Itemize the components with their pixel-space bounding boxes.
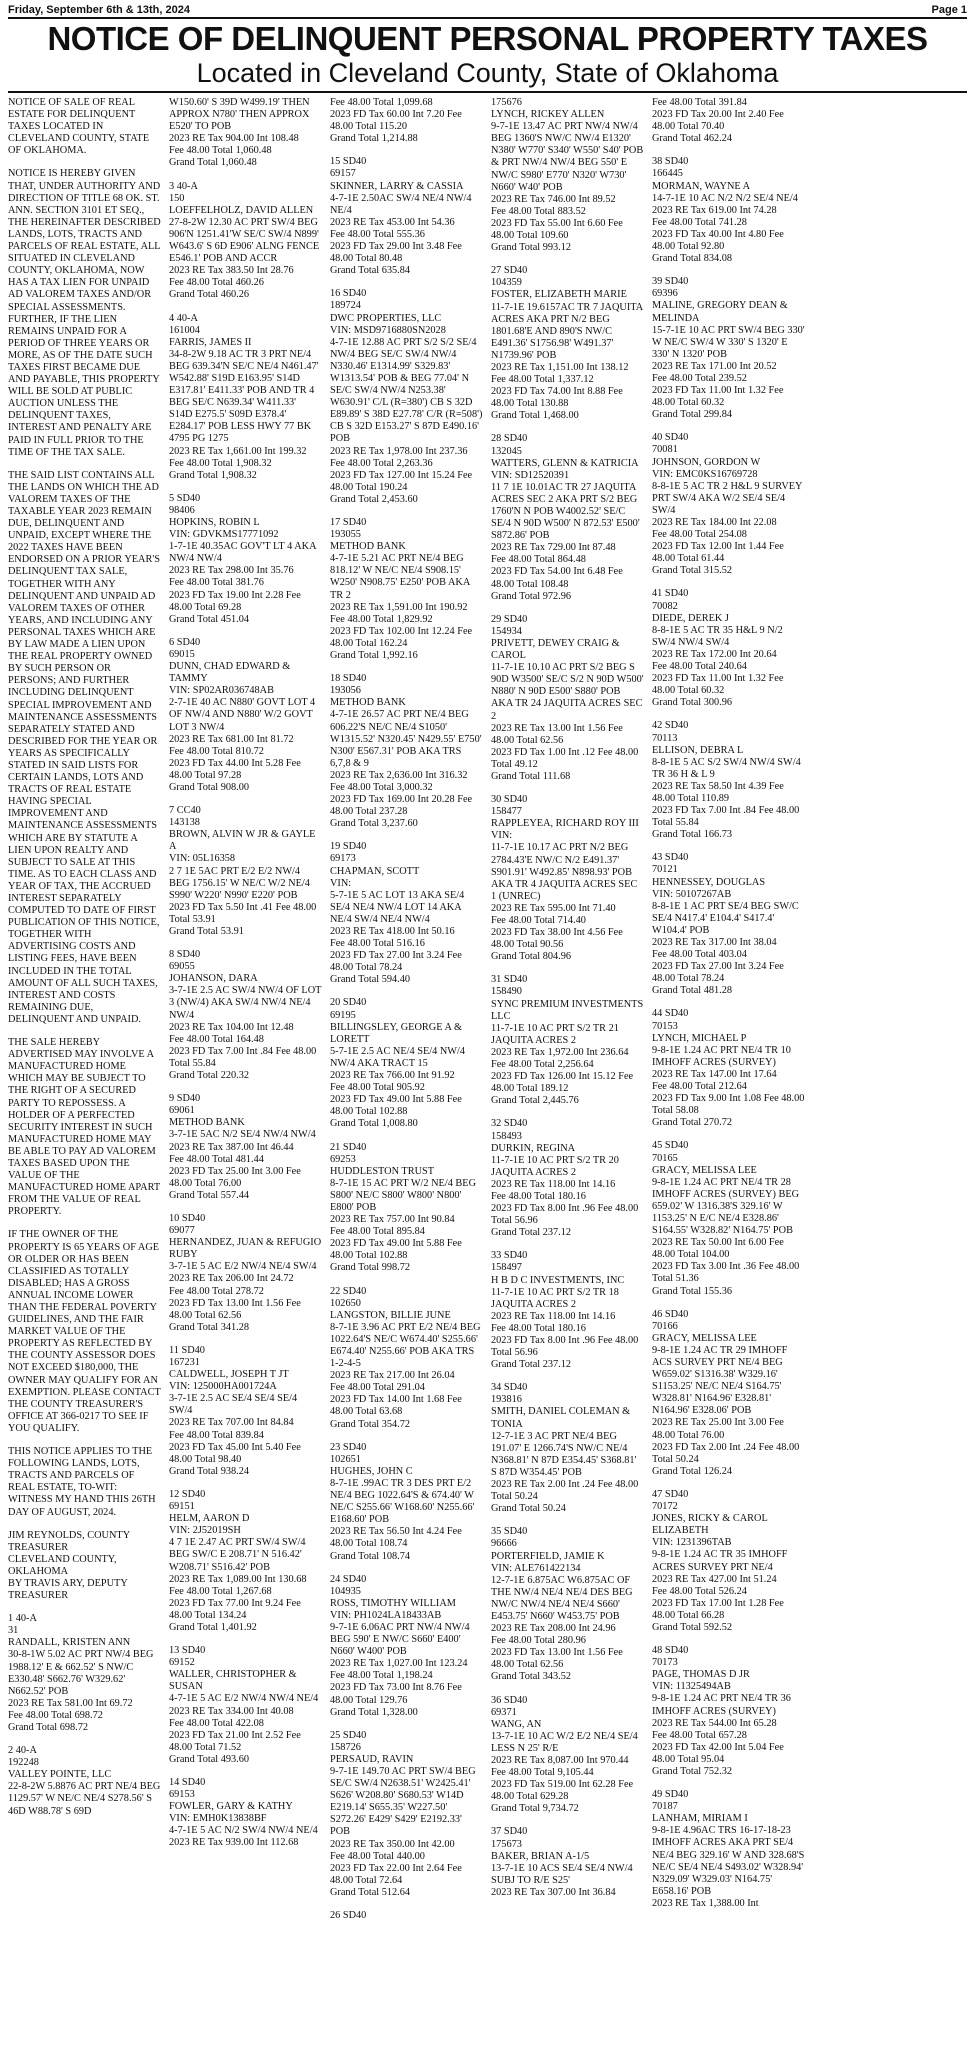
notice-paragraph: 14 SD40 69153 FOWLER, GARY & KATHY VIN: EMH0K13838BF 4-7-1E 5 AC N/2 SW/4 NW/4 NE/4 2023 RE Tax 939.00 Int 112.68 [169, 1777, 318, 1849]
notice-paragraph: 175676 LYNCH, RICKEY ALLEN 9-7-1E 13.47 AC PRT NW/4 NW/4 BEG 1360'S NW/C NW/4 E1320' N380' W770' S340' W550' S40' POB & PRT NW/4 NW/4 BEG 550' E NW/C S980' E770' N320' W730' N660' W40' POB 2023 RE Tax 746.00 Int 89.52 Fee 48.00 Total 883.52 2023 FD Tax 55.00 Int 6.60 Fee 48.00 Total 109.60 Grand Total 993.12 [491, 97, 644, 254]
notice-paragraph: THIS NOTICE APPLIES TO THE FOLLOWING LANDS, LOTS, TRACTS AND PARCELS OF REAL ESTATE, TO-WIT: WITNESS MY HAND THIS 26TH DAY OF AUGUST, 2024. [8, 1446, 156, 1518]
notice-paragraph: 10 SD40 69077 HERNANDEZ, JUAN & REFUGIO RUBY 3-7-1E 5 AC E/2 NW/4 NE/4 SW/4 2023 RE Tax 206.00 Int 24.72 Fee 48.00 Total 278.72 2023 FD Tax 13.00 Int 1.56 Fee 48.00 Total 62.56 Grand Total 341.28 [169, 1212, 322, 1333]
notice-paragraph: 11 SD40 167231 CALDWELL, JOSEPH T JT VIN: 125000HA001724A 3-7-1E 2.5 AC SE/4 SE/4 SE/4 SW/4 2023 RE Tax 707.00 Int 84.84 Fee 48.00 Total 839.84 2023 FD Tax 45.00 Int 5.40 Fee 48.00 Total 98.40 Grand Total 938.24 [169, 1344, 301, 1477]
notice-paragraph: 22 SD40 102650 LANGSTON, BILLIE JUNE 8-7-1E 3.96 AC PRT E/2 NE/4 BEG 1022.64'S NE/C W674.40' S255.66' E674.40' N255.66' POB AKA TRS 1-2-4-5 2023 RE Tax 217.00 Int 26.04 Fee 48.00 Total 291.04 2023 FD Tax 14.00 Int 1.68 Fee 48.00 Total 63.68 Grand Total 354.72 [330, 1285, 481, 1430]
notice-paragraph: 13 SD40 69152 WALLER, CHRISTOPHER & SUSAN 4-7-1E 5 AC E/2 NW/4 NW/4 NE/4 2023 RE Tax 334.00 Int 40.08 Fee 48.00 Total 422.08 2023 FD Tax 21.00 Int 2.52 Fee 48.00 Total 71.52 Grand Total 493.60 [169, 1645, 319, 1765]
column-1 [8, 97, 161, 2043]
header-rule [8, 17, 967, 19]
notice-paragraph: 3 40-A 150 LOEFFELHOLZ, DAVID ALLEN 27-8-2W 12.30 AC PRT SW/4 BEG 906'N 1251.41'W SE/C SW/4 N899' W643.6' S 6D E906' ALNG FENCE E546.1' POB AND ACCR 2023 RE Tax 383.50 Int 28.76 Fee 48.00 Total 460.26 Grand Total 460.26 [169, 180, 320, 301]
notice-paragraph: 12 SD40 69151 HELM, AARON D VIN: 2J52019SH 4 7 1E 2.47 AC PRT SW/4 SW/4 BEG SW/C E 208.71' N 516.42' W208.71' S516.42' POB 2023 RE Tax 1,089.00 Int 130.68 Fee 48.00 Total 1,267.68 2023 FD Tax 77.00 Int 9.24 Fee 48.00 Total 134.24 Grand Total 1,401.92 [169, 1488, 307, 1633]
notice-paragraph: 43 SD40 70121 HENNESSEY, DOUGLAS VIN: 50107267AB 8-8-1E 1 AC PRT SE/4 BEG SW/C SE/4 N417.4' E104.4' S417.4' W104.4' POB 2023 RE Tax 317.00 Int 38.04 Fee 48.00 Total 403.04 2023 FD Tax 27.00 Int 3.24 Fee 48.00 Total 78.24 Grand Total 481.28 [652, 852, 799, 997]
notice-paragraph: 29 SD40 154934 PRIVETT, DEWEY CRAIG & CAROL 11-7-1E 10.10 AC PRT S/2 BEG S 90D W3500' SE/C S/2 N 90D W500' N880' N 90D E500' S880' POB AKA TR 24 JAQUITA ACRES SEC 2 2023 RE Tax 13.00 Int 1.56 Fee 48.00 Total 62.56 2023 FD Tax 1.00 Int .12 Fee 48.00 Total 49.12 Grand Total 111.68 [491, 613, 644, 782]
notice-paragraph: 16 SD40 189724 DWC PROPERTIES, LLC VIN: MSD9716880SN2028 4-7-1E 12.88 AC PRT S/2 S/2 SE/4 NW/4 BEG SE/C SW/4 NW/4 N330.46' E1314.99' S329.83' W1313.54' POB & BEG 77.04' N SE/C SW/4 NW/4 N253.38' W630.91' C/L (R=380') CB S 32D E89.89' S 38D E27.78' C/R (R=508') CB S 32D E153.27' S 87D E490.16' POB 2023 RE Tax 1,978.00 Int 237.36 Fee 48.00 Total 2,263.36 2023 FD Tax 127.00 Int 15.24 Fee 48.00 Total 190.24 Grand Total 2,453.60 [330, 288, 483, 505]
notice-paragraph: 23 SD40 102651 HUGHES, JOHN C 8-7-1E .99AC TR 3 DES PRT E/2 NE/4 BEG 1022.64'S & 674.40' W NE/C S255.66' W168.60' N255.66' E168.60' POB 2023 RE Tax 56.50 Int 4.24 Fee 48.00 Total 108.74 Grand Total 108.74 [330, 1441, 475, 1562]
notice-paragraph: 35 SD40 96666 PORTERFIELD, JAMIE K VIN: ALE761422134 12-7-1E 6.875AC W6.875AC OF THE NW/4 NE/4 NE/4 DES BEG NW/C NW/4 NE/4 NE/4 S660' E453.75' N660' W453.75' POB 2023 RE Tax 208.00 Int 24.96 Fee 48.00 Total 280.96 2023 FD Tax 13.00 Int 1.56 Fee 48.00 Total 62.56 Grand Total 343.52 [491, 1526, 633, 1683]
notice-paragraph: 38 SD40 166445 MORMAN, WAYNE A 14-7-1E 10 AC N/2 N/2 SE/4 NE/4 2023 RE Tax 619.00 Int 74.28 Fee 48.00 Total 741.28 2023 FD Tax 40.00 Int 4.80 Fee 48.00 Total 92.80 Grand Total 834.08 [652, 156, 798, 265]
notice-paragraph: 1 40-A 31 RANDALL, KRISTEN ANN 30-8-1W 5.02 AC PRT NW/4 BEG 1988.12' E & 662.52' S NW/C E330.48' S662.76' W329.62' N662.52' POB 2023 RE Tax 581.00 Int 69.72 Fee 48.00 Total 698.72 Grand Total 698.72 [8, 1613, 154, 1733]
notice-paragraph: 26 SD40 [330, 1910, 367, 1922]
column-3 [330, 97, 483, 2043]
notice-paragraph: 9 SD40 69061 METHOD BANK 3-7-1E 5AC N/2 SE/4 NW/4 NW/4 2023 RE Tax 387.00 Int 46.44 Fee 48.00 Total 481.44 2023 FD Tax 25.00 Int 3.00 Fee 48.00 Total 76.00 Grand Total 557.44 [169, 1093, 316, 1201]
notice-paragraph: THE SAID LIST CONTAINS ALL THE LANDS ON WHICH THE AD VALOREM TAXES OF THE TAXABLE YEAR 2023 REMAIN DUE, DELINQUENT AND UNPAID, EXCEPT WHERE THE 2022 TAXES HAVE BEEN ENDORSED ON A PRIOR YEAR'S DELINQUENT TAX SALE, TOGETHER WITH ANY DELINQUENT AND UNPAID AD VALOREM TAXES OF OTHER YEARS, AND INCLUDING ANY PERSONAL TAXES WHICH ARE BY LAW MADE A LIEN UPON THE REAL PROPERTY OWNED BY SUCH PERSON OR PERSONS; AND FURTHER INCLUDING DELINQUENT SPECIAL IMPROVEMENT AND MAINTENANCE ASSESSMENTS SEPARATELY STATED AND DESCRIBED FOR THE YEAR OR YEARS AS SPECIFICALLY STATED IN SAID LISTS FOR CERTAIN LANDS, LOTS AND TRACTS OF REAL ESTATE HAVING SPECIAL IMPROVEMENT AND MAINTENANCE ASSESSMENTS WHICH ARE BY STATUTE A LIEN UPON REALTY AND SUBJECT TO SALE AT THIS TIME. AS TO EACH CLASS AND YEAR OF TAX, THE ACCRUED INTEREST SEPARATELY COMPUTED TO DATE OF FIRST PUBLICATION OF THIS NOTICE, TOGETHER WITH ADVERTISING COSTS AND LISTING FEES, HAVE BEEN INCLUDED IN THE TOTAL AMOUNT OF ALL SUCH TAXES, INTEREST AND COSTS REMAINING DUE, DELINQUENT AND UNPAID. [8, 469, 160, 1025]
subhead-rule [8, 91, 967, 93]
notice-paragraph: 32 SD40 158493 DURKIN, REGINA 11-7-1E 10 AC PRT S/2 TR 20 JAQUITA ACRES 2 2023 RE Tax 118.00 Int 14.16 Fee 48.00 Total 180.16 2023 FD Tax 8.00 Int .96 Fee 48.00 Total 56.96 Grand Total 237.12 [491, 1118, 639, 1239]
notice-paragraph: Fee 48.00 Total 391.84 2023 FD Tax 20.00 Int 2.40 Fee 48.00 Total 70.40 Grand Total 462.24 [652, 97, 784, 145]
notice-paragraph: NOTICE IS HEREBY GIVEN THAT, UNDER AUTHORITY AND DIRECTION OF TITLE 68 OK. ST. ANN. SECTION 3101 ET SEQ., THE HEREINAFTER DESCRIBED LANDS, LOTS, TRACTS AND PARCELS OF REAL ESTATE, ALL SITUATED IN CLEVELAND COUNTY, OKLAHOMA, NOW HAS A TAX LIEN FOR UNPAID AD VALOREM TAXES AND/OR SPECIAL ASSESSMENTS. FURTHER, IF THE LIEN REMAINS UNPAID FOR A PERIOD OF THREE YEARS OR MORE, AS OF THE DATE SUCH TAXES FIRST BECAME DUE AND PAYABLE, THIS PROPERTY WILL BE SOLD AT PUBLIC AUCTION UNLESS THE DELINQUENT TAXES, INTEREST AND PENALTY ARE PAID IN FULL PRIOR TO THE TIME OF THE TAX SALE. [8, 168, 161, 458]
notice-paragraph: 24 SD40 104935 ROSS, TIMOTHY WILLIAM VIN: PH1024LA18433AB 9-7-1E 6.06AC PRT NW/4 NW/4 BEG 590' E NW/C S660' E400' N660' W400' POB 2023 RE Tax 1,027.00 Int 123.24 Fee 48.00 Total 1,198.24 2023 FD Tax 73.00 Int 8.76 Fee 48.00 Total 129.76 Grand Total 1,328.00 [330, 1573, 470, 1718]
notice-paragraph: 4 40-A 161004 FARRIS, JAMES II 34-8-2W 9.18 AC TR 3 PRT NE/4 BEG 639.34'N SE/C NE/4 N461.47' W542.88' S19D E163.95' S14D E317.81' E411.33' POB AND TR 4 BEG SE/C N639.34' W411.33' S14D E275.5' S09D E378.4' E284.17' POB LESS HWY 77 BK 4795 PG 1275 2023 RE Tax 1,661.00 Int 199.32 Fee 48.00 Total 1,908.32 Grand Total 1,908.32 [169, 312, 319, 481]
notice-paragraph: 40 SD40 70081 JOHNSON, GORDON W VIN: EMC0KS16769728 8-8-1E 5 AC TR 2 H&L 9 SURVEY PRT SW/4 AKA W/2 SE/4 SE/4 SW/4 2023 RE Tax 184.00 Int 22.08 Fee 48.00 Total 254.08 2023 FD Tax 12.00 Int 1.44 Fee 48.00 Total 61.44 Grand Total 315.52 [652, 432, 803, 577]
notice-paragraph: 25 SD40 158726 PERSAUD, RAVIN 9-7-1E 149.70 AC PRT SW/4 BEG SE/C SW/4 N2638.51' W2425.41' S626' W208.80' S680.53' W14D E219.14' S655.35' W227.50' S272.26' E429' S429' E2192.33' POB 2023 RE Tax 350.00 Int 42.00 Fee 48.00 Total 440.00 2023 FD Tax 22.00 Int 2.64 Fee 48.00 Total 72.64 Grand Total 512.64 [330, 1729, 476, 1898]
notice-paragraph: 17 SD40 193055 METHOD BANK 4-7-1E 5.21 AC PRT NE/4 BEG 818.12' W NE/C NE/4 S908.15' W250' N908.75' E250' POB AKA TR 2 2023 RE Tax 1,591.00 Int 190.92 Fee 48.00 Total 1,829.92 2023 FD Tax 102.00 Int 12.24 Fee 48.00 Total 162.24 Grand Total 1,992.16 [330, 517, 473, 662]
notice-paragraph: NOTICE OF SALE OF REAL ESTATE FOR DELINQUENT TAXES LOCATED IN CLEVELAND COUNTY, STATE OF OKLAHOMA. [8, 97, 150, 157]
notice-paragraph: 7 CC40 143138 BROWN, ALVIN W JR & GAYLE A VIN: 05L16358 2 7 1E 5AC PRT E/2 E/2 NW/4 BEG 1756.15' W NE/C W/2 NE/4 S990' W220' N990' E220' POB 2023 FD Tax 5.50 Int .41 Fee 48.00 Total 53.91 Grand Total 53.91 [169, 805, 317, 937]
notice-paragraph: 46 SD40 70166 GRACY, MELISSA LEE 9-8-1E 1.24 AC TR 29 IMHOFF ACS SURVEY PRT NE/4 BEG W659.02' S1316.38' W329.16' S1153.25' NE/C NE/4 S164.75' W328.81' N164.96' E328.81' N164.96' E328.06' POB 2023 RE Tax 25.00 Int 3.00 Fee 48.00 Total 76.00 2023 FD Tax 2.00 Int .24 Fee 48.00 Total 50.24 Grand Total 126.24 [652, 1308, 800, 1477]
notice-paragraph: 27 SD40 104359 FOSTER, ELIZABETH MARIE 11-7-1E 19.6157AC TR 7 JAQUITA ACRES AKA PRT N/2 BEG 1801.68'E AND 890'S NW/C E491.36' S1756.98' W491.37' N1739.96' POB 2023 RE Tax 1,151.00 Int 138.12 Fee 48.00 Total 1,337.12 2023 FD Tax 74.00 Int 8.88 Fee 48.00 Total 130.88 Grand Total 1,468.00 [491, 265, 643, 422]
notice-paragraph: IF THE OWNER OF THE PROPERTY IS 65 YEARS OF AGE OR OLDER OR HAS BEEN CLASSIFIED AS TOTALLY DISABLED; HAS A GROSS ANNUAL INCOME LOWER THAN THE FEDERAL POVERTY GUIDELINES, AND THE FAIR MARKET VALUE OF THE PROPERTY AS REFLECTED BY THE COUNTY ASSESSOR DOES NOT EXCEED $180,000, THE OWNER MAY QUALIFY FOR AN EXEMPTION. PLEASE CONTACT THE COUNTY TREASURER'S OFFICE AT 366-0217 TO SEE IF YOU QUALIFY. [8, 1229, 161, 1434]
notice-paragraph: 5 SD40 98406 HOPKINS, ROBIN L VIN: GDVKMS17771092 1-7-1E 40.35AC GOV'T LT 4 AKA NW/4 NW/4 2023 RE Tax 298.00 Int 35.76 Fee 48.00 Total 381.76 2023 FD Tax 19.00 Int 2.28 Fee 48.00 Total 69.28 Grand Total 451.04 [169, 492, 316, 625]
notice-paragraph: 30 SD40 158477 RAPPLEYEA, RICHARD ROY III VIN: 11-7-1E 10.17 AC PRT N/2 BEG 2784.43'E NW/C N/2 E491.37' S901.91' W492.85' N898.93' POB AKA TR 4 JAQUITA ACRES SEC 1 (UNREC) 2023 RE Tax 595.00 Int 71.40 Fee 48.00 Total 714.40 2023 FD Tax 38.00 Int 4.56 Fee 48.00 Total 90.56 Grand Total 804.96 [491, 794, 639, 963]
notice-paragraph: 6 SD40 69015 DUNN, CHAD EDWARD & TAMMY VIN: SP02AR036748AB 2-7-1E 40 AC N880' GOVT LOT 4 OF NW/4 AND N880' W/2 GOVT LOT 3 NW/4 2023 RE Tax 681.00 Int 81.72 Fee 48.00 Total 810.72 2023 FD Tax 44.00 Int 5.28 Fee 48.00 Total 97.28 Grand Total 908.00 [169, 636, 316, 793]
notice-paragraph: 31 SD40 158490 SYNC PREMIUM INVESTMENTS LLC 11-7-1E 10 AC PRT S/2 TR 21 JAQUITA ACRES 2 2023 RE Tax 1,972.00 Int 236.64 Fee 48.00 Total 2,256.64 2023 FD Tax 126.00 Int 15.12 Fee 48.00 Total 189.12 Grand Total 2,445.76 [491, 974, 644, 1107]
notice-paragraph: Fee 48.00 Total 1,099.68 2023 FD Tax 60.00 Int 7.20 Fee 48.00 Total 115.20 Grand Total 1,214.88 [330, 97, 462, 145]
column-4 [491, 97, 644, 2043]
notice-paragraph: 20 SD40 69195 BILLINGSLEY, GEORGE A & LORETT 5-7-1E 2.5 AC NE/4 SE/4 NW/4 NW/4 AKA TRACT 15 2023 RE Tax 766.00 Int 91.92 Fee 48.00 Total 905.92 2023 FD Tax 49.00 Int 5.88 Fee 48.00 Total 102.88 Grand Total 1,008.80 [330, 997, 465, 1130]
notice-paragraph: 45 SD40 70165 GRACY, MELISSA LEE 9-8-1E 1.24 AC PRT NE/4 TR 28 IMHOFF ACRES (SURVEY) BEG 659.02' W 1316.38'S 329.16' W 1153.25' N E/C NE/4 E328.86' S164.55' W328.82' N164.75' POB 2023 RE Tax 50.00 Int 6.00 Fee 48.00 Total 104.00 2023 FD Tax 3.00 Int .36 Fee 48.00 Total 51.36 Grand Total 155.36 [652, 1140, 800, 1297]
notice-paragraph: 19 SD40 69173 CHAPMAN, SCOTT VIN: 5-7-1E 5 AC LOT 13 AKA SE/4 SE/4 NE/4 NW/4 LOT 14 AKA NE/4 SW/4 NE/4 NW/4 2023 RE Tax 418.00 Int 50.16 Fee 48.00 Total 516.16 2023 FD Tax 27.00 Int 3.24 Fee 48.00 Total 78.24 Grand Total 594.40 [330, 841, 465, 986]
notice-paragraph: 15 SD40 69157 SKINNER, LARRY & CASSIA 4-7-1E 2.50AC SW/4 NE/4 NW/4 NE/4 2023 RE Tax 453.00 Int 54.36 Fee 48.00 Total 555.36 2023 FD Tax 29.00 Int 3.48 Fee 48.00 Total 80.48 Grand Total 635.84 [330, 156, 472, 277]
notice-paragraph: 47 SD40 70172 JONES, RICKY & CAROL ELIZABETH VIN: 1231396TAB 9-8-1E 1.24 AC TR 35 IMHOFF ACRES SURVEY PRT NE/4 2023 RE Tax 427.00 Int 51.24 Fee 48.00 Total 526.24 2023 FD Tax 17.00 Int 1.28 Fee 48.00 Total 66.28 Grand Total 592.52 [652, 1488, 788, 1633]
column-2 [169, 97, 322, 2043]
notice-paragraph: 34 SD40 193816 SMITH, DANIEL COLEMAN & TONIA 12-7-1E 3 AC PRT NE/4 BEG 191.07' E 1266.74'S NW/C NE/4 N368.81' N 87D E354.45' S368.81' S 87D W354.45' POB 2023 RE Tax 2.00 Int .24 Fee 48.00 Total 50.24 Grand Total 50.24 [491, 1382, 639, 1515]
notice-columns [8, 97, 968, 2043]
issue-date: Friday, September 6th & 13th, 2024 [8, 4, 190, 16]
notice-subtitle: Located in Cleveland County, State of Oklahoma [196, 58, 779, 88]
notice-paragraph: 37 SD40 175673 BAKER, BRIAN A-1/5 13-7-1E 10 ACS SE/4 SE/4 NW/4 SUBJ TO R/E S25' 2023 RE Tax 307.00 Int 36.84 [491, 1826, 633, 1898]
notice-paragraph: 42 SD40 70113 ELLISON, DEBRA L 8-8-1E 5 AC S/2 SW/4 NW/4 SW/4 TR 36 H & L 9 2023 RE Tax 58.50 Int 4.39 Fee 48.00 Total 110.89 2023 FD Tax 7.00 Int .84 Fee 48.00 Total 55.84 Grand Total 166.73 [652, 720, 801, 841]
notice-paragraph: 8 SD40 69055 JOHANSON, DARA 3-7-1E 2.5 AC SW/4 NW/4 OF LOT 3 (NW/4) AKA SW/4 NW/4 NE/4 NW/4 2023 RE Tax 104.00 Int 12.48 Fee 48.00 Total 164.48 2023 FD Tax 7.00 Int .84 Fee 48.00 Total 55.84 Grand Total 220.32 [169, 949, 322, 1082]
notice-paragraph: 49 SD40 70187 LANHAM, MIRIAM I 9-8-1E 4.96AC TRS 16-17-18-23 IMHOFF ACRES AKA PRT SE/4 NE/4 BEG 329.16' W AND 328.68'S NE/C SE/4 NE/4 S493.02' W328.94' N329.09' W329.03' N164.75' E658.16' POB 2023 RE Tax 1,388.00 Int [652, 1789, 805, 1909]
column-5 [652, 97, 805, 2043]
page-header-bar [8, 2, 967, 18]
notice-paragraph: 48 SD40 70173 PAGE, THOMAS D JR VIN: 11325494AB 9-8-1E 1.24 AC PRT NE/4 TR 36 IMHOFF ACRES (SURVEY) 2023 RE Tax 544.00 Int 65.28 Fee 48.00 Total 657.28 2023 FD Tax 42.00 Int 5.04 Fee 48.00 Total 95.04 Grand Total 752.32 [652, 1645, 791, 1777]
notice-paragraph: 44 SD40 70153 LYNCH, MICHAEL P 9-8-1E 1.24 AC PRT NE/4 TR 10 IMHOFF ACRES (SURVEY) 2023 RE Tax 147.00 Int 17.64 Fee 48.00 Total 212.64 2023 FD Tax 9.00 Int 1.08 Fee 48.00 Total 58.08 Grand Total 270.72 [652, 1008, 805, 1129]
notice-paragraph: 21 SD40 69253 HUDDLESTON TRUST 8-7-1E 15 AC PRT W/2 NE/4 BEG S800' NE/C S800' W800' N800' E800' POB 2023 RE Tax 757.00 Int 90.84 Fee 48.00 Total 895.84 2023 FD Tax 49.00 Int 5.88 Fee 48.00 Total 102.88 Grand Total 998.72 [330, 1141, 477, 1274]
notice-paragraph: JIM REYNOLDS, COUNTY TREASURER CLEVELAND COUNTY, OKLAHOMA BY TRAVIS ARY, DEPUTY TREASURER [8, 1529, 130, 1602]
notice-paragraph: THE SALE HEREBY ADVERTISED MAY INVOLVE A MANUFACTURED HOME WHICH MAY BE SUBJECT TO THE RIGHT OF A SECURED PARTY TO REPOSSESS. A HOLDER OF A PERFECTED SECURITY INTEREST IN SUCH MANUFACTURED HOME MAY BE ABLE TO PAY AD VALOREM TAXES BASED UPON THE VALUE OF THE MANUFACTURED HOME APART FROM THE VALUE OF REAL PROPERTY. [8, 1037, 160, 1218]
notice-paragraph: 39 SD40 69396 MALINE, GREGORY DEAN & MELINDA 15-7-1E 10 AC PRT SW/4 BEG 330' W NE/C SW/4 W 330' S 1320' E 330' N 1320' POB 2023 RE Tax 171.00 Int 20.52 Fee 48.00 Total 239.52 2023 FD Tax 11.00 Int 1.32 Fee 48.00 Total 60.32 Grand Total 299.84 [652, 276, 805, 421]
notice-paragraph: 36 SD40 69371 WANG, AN 13-7-1E 10 AC W/2 E/2 NE/4 SE/4 LESS N 25' R/E 2023 RE Tax 8,087.00 Int 970.44 Fee 48.00 Total 9,105.44 2023 FD Tax 519.00 Int 62.28 Fee 48.00 Total 629.28 Grand Total 9,734.72 [491, 1694, 638, 1815]
notice-title: NOTICE OF DELINQUENT PERSONAL PROPERTY TAXES [47, 20, 928, 57]
notice-paragraph: 2 40-A 192248 VALLEY POINTE, LLC 22-8-2W 5.8876 AC PRT NE/4 BEG 1129.57' W NE/C NE/4 S278.56' S 46D W88.78' S 69D [8, 1745, 161, 1817]
page-number: Page 1 [931, 4, 967, 16]
notice-paragraph: 28 SD40 132045 WATTERS, GLENN & KATRICIA VIN: SD12520391 11 7 1E 10.01AC TR 27 JAQUITA ACRES SEC 2 AKA PRT S/2 BEG 1760'N N POB W4002.52' SE/C SE/4 N 90D W500' N 872.53' E500' S872.86' POB 2023 RE Tax 729.00 Int 87.48 Fee 48.00 Total 864.48 2023 FD Tax 54.00 Int 6.48 Fee 48.00 Total 108.48 Grand Total 972.96 [491, 433, 640, 602]
notice-paragraph: 18 SD40 193056 METHOD BANK 4-7-1E 26.57 AC PRT NE/4 BEG 606.22'S NE/C NE/4 S1050' W1315.52' N320.45' N429.55' E750' N300' E567.31' POB AKA TRS 6,7,8 & 9 2023 RE Tax 2,636.00 Int 316.32 Fee 48.00 Total 3,000.32 2023 FD Tax 169.00 Int 20.28 Fee 48.00 Total 237.28 Grand Total 3,237.60 [330, 673, 482, 830]
notice-paragraph: W150.60' S 39D W499.19' THEN APPROX N780' THEN APPROX E520' TO POB 2023 RE Tax 904.00 Int 108.48 Fee 48.00 Total 1,060.48 Grand Total 1,060.48 [169, 97, 310, 169]
notice-paragraph: 33 SD40 158497 H B D C INVESTMENTS, INC 11-7-1E 10 AC PRT S/2 TR 18 JAQUITA ACRES 2 2023 RE Tax 118.00 Int 14.16 Fee 48.00 Total 180.16 2023 FD Tax 8.00 Int .96 Fee 48.00 Total 56.96 Grand Total 237.12 [491, 1250, 639, 1371]
notice-paragraph: 41 SD40 70082 DIEDE, DEREK J 8-8-1E 5 AC TR 35 H&L 9 N/2 SW/4 NW/4 SW/4 2023 RE Tax 172.00 Int 20.64 Fee 48.00 Total 240.64 2023 FD Tax 11.00 Int 1.32 Fee 48.00 Total 60.32 Grand Total 300.96 [652, 588, 784, 709]
